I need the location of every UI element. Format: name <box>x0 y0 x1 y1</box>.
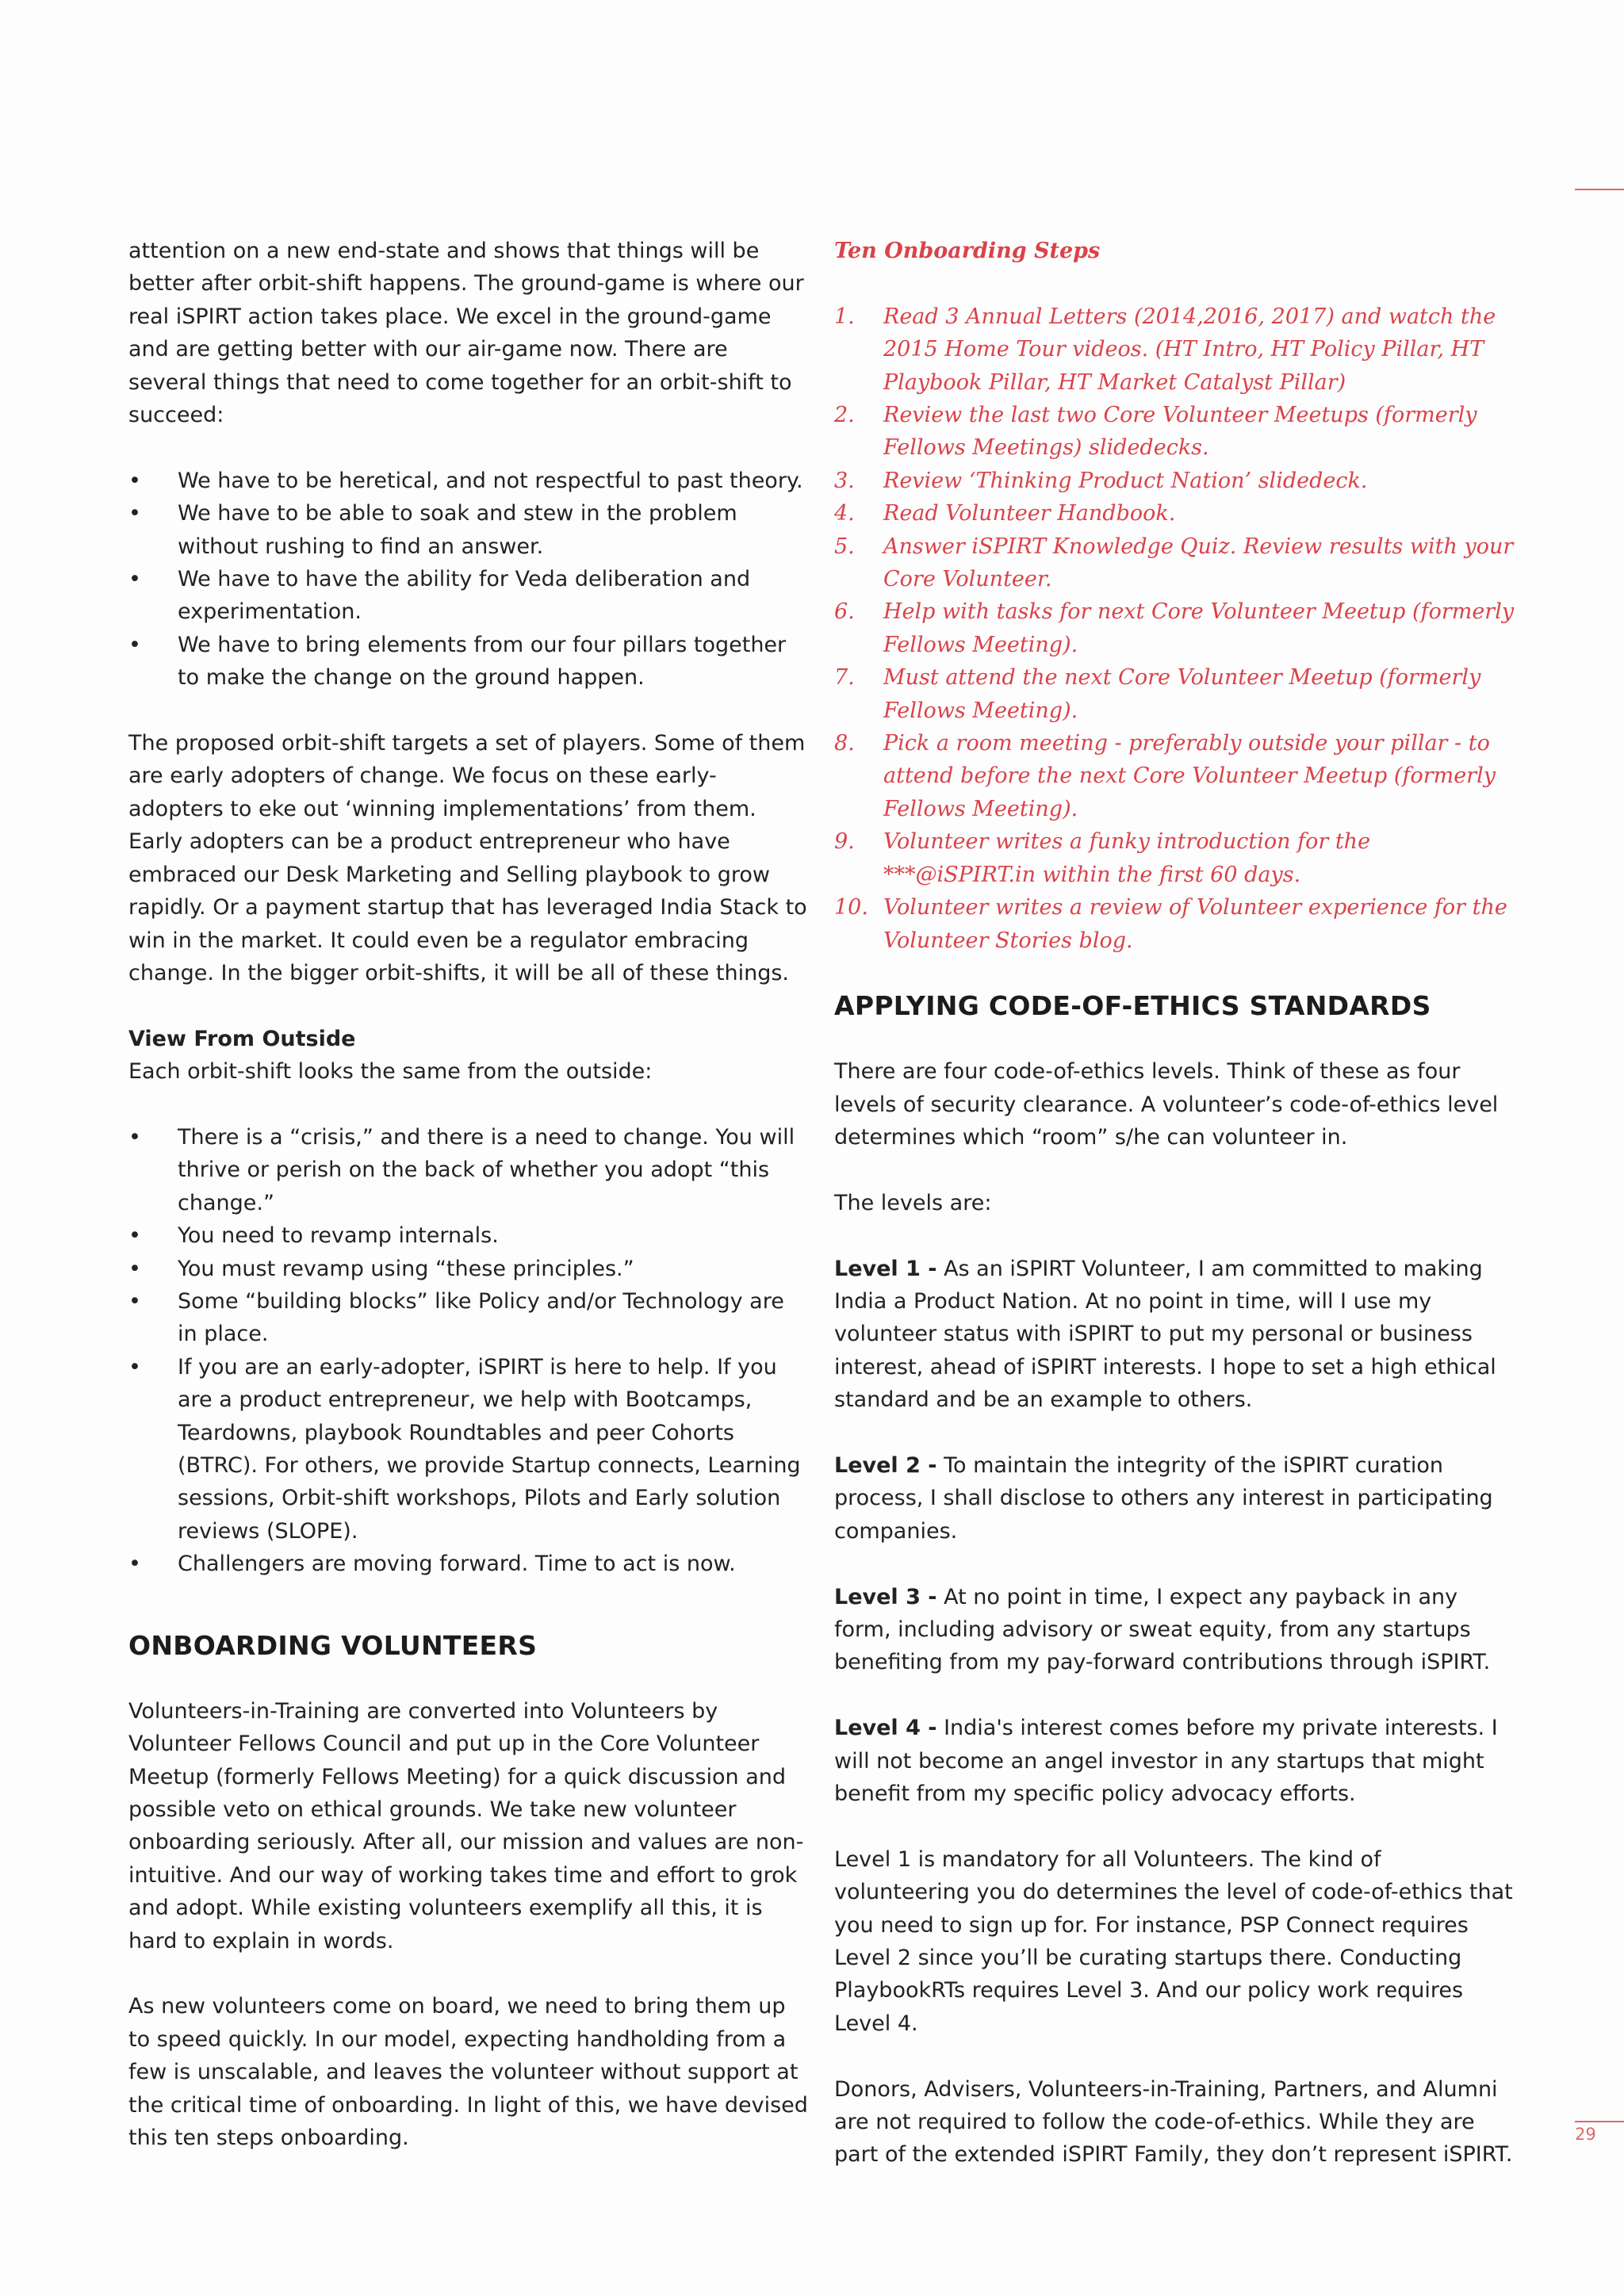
list-item <box>834 727 1516 825</box>
list-item: • You must revamp using “these principles.” <box>128 1253 810 1285</box>
step-text: Review ‘Thinking Product Nation’ slidedeck. <box>883 468 1368 493</box>
onboarding-volunteers-heading: ONBOARDING VOLUNTEERS <box>128 1629 538 1661</box>
list-item <box>834 530 1516 596</box>
top-accent-rule <box>1575 189 1624 190</box>
intro-paragraph: attention on a new end-state and shows that things will be better after orbit-shift happens. The ground-game is where our real iSPIRT action takes place. We excel in the ground-game and are getting better with our air-game now. There are several things that need to come together for an orbit-shift to succeed: <box>128 239 804 428</box>
page-number: 29 <box>1575 2125 1596 2144</box>
onboarding-paragraph-1: Volunteers-in-Training are converted into Volunteers by Volunteer Fellows Council and put up in the Core Volunteer Meetup (formerly Fellows Meeting) for a quick discussion and possible veto on ethical grounds. We take new volunteer onboarding seriously. After all, our mission and values are non-intuitive. And our way of working takes time and effort to grok and adopt. While existing volunteers exemplify all this, it is hard to explain in words. <box>128 1698 804 1954</box>
step-number: 1. <box>834 304 855 329</box>
onboarding-paragraph-2: As new volunteers come on board, we need to bring them up to speed quickly. In our model, expecting handholding from a few is unscalable, and leaves the volunteer without support at the critical time of onboarding. In light of this, we have devised this ten steps onboarding. <box>128 1994 808 2151</box>
step-number: 4. <box>834 501 855 526</box>
step-text: Volunteer writes a funky introduction for the ***@iSPIRT.in within the first 60 days. <box>883 829 1371 887</box>
step-number: 6. <box>834 599 855 625</box>
view-from-outside-list <box>128 1121 810 1581</box>
step-text: Help with tasks for next Core Volunteer Meetup (formerly Fellows Meeting). <box>883 599 1515 657</box>
level-text: At no point in time, I expect any payback in any form, including advisory or sweat equity, from any startups benefiting from my pay-forward contributions through iSPIRT. <box>834 1584 1491 1675</box>
step-number: 5. <box>834 534 855 559</box>
right-column <box>834 235 1516 2172</box>
levels-intro: The levels are: <box>834 1190 992 1215</box>
list-item <box>834 399 1516 465</box>
list-item: • We have to have the ability for Veda deliberation and experimentation. <box>128 563 810 629</box>
ten-onboarding-steps-heading: Ten Onboarding Steps <box>834 239 1101 263</box>
list-item: • You need to revamp internals. <box>128 1219 810 1252</box>
level-text: As an iSPIRT Volunteer, I am committed to making India a Product Nation. At no point in time, will I use my volunteer status with iSPIRT to put my personal or business interest, ahead of iSPIRT interests. I hope to set a high ethical standard and be an example to others. <box>834 1256 1496 1413</box>
step-text: Pick a room meeting - preferably outside your pillar - to attend before the next Core Volunteer Meetup (formerly Fellows Meeting). <box>883 731 1496 821</box>
orbit-shift-requirements-list <box>128 465 810 695</box>
step-text: Read 3 Annual Letters (2014,2016, 2017) and watch the 2015 Home Tour videos. (HT Intro, HT Policy Pillar, HT Playbook Pillar, HT Market Catalyst Pillar) <box>883 304 1496 395</box>
donors-paragraph: Donors, Advisers, Volunteers-in-Training, Partners, and Alumni are not required to follow the code-of-ethics. While they are part of the extended iSPIRT Family, they don’t represent iSPIRT. <box>834 2076 1513 2168</box>
list-item <box>834 497 1516 530</box>
list-item: • Some “building blocks” like Policy and/or Technology are in place. <box>128 1285 810 1351</box>
left-column <box>128 235 810 2154</box>
list-item: • Challengers are moving forward. Time to act is now. <box>128 1548 810 1580</box>
step-text: Review the last two Core Volunteer Meetups (formerly Fellows Meetings) slidedecks. <box>883 403 1477 461</box>
mandatory-level-paragraph: Level 1 is mandatory for all Volunteers. The kind of volunteering you do determines the level of code-of-ethics that you need to sign up for. For instance, PSP Connect requires Level 2 since you’ll be curating startups there. Conducting PlaybookRTs requires Level 3. And our policy work requires Level 4. <box>834 1846 1513 2036</box>
bottom-accent-rule <box>1575 2121 1624 2122</box>
code-of-ethics-heading: APPLYING CODE-OF-ETHICS STANDARDS <box>834 990 1431 1022</box>
step-text: Answer iSPIRT Knowledge Quiz. Review results with your Core Volunteer. <box>883 534 1514 592</box>
view-from-outside-heading: View From Outside <box>128 1026 356 1051</box>
list-item <box>834 891 1516 957</box>
onboarding-steps-list <box>834 300 1516 957</box>
step-text: Read Volunteer Handbook. <box>883 501 1176 526</box>
level-2-paragraph <box>834 1449 1516 1548</box>
level-3-paragraph <box>834 1581 1516 1679</box>
step-number: 3. <box>834 468 855 493</box>
ethics-intro-paragraph: There are four code-of-ethics levels. Think of these as four levels of security clearance. A volunteer’s code-of-ethics level determines which “room” s/he can volunteer in. <box>834 1059 1499 1150</box>
players-paragraph: The proposed orbit-shift targets a set of players. Some of them are early adopters of change. We focus on these early-adopters to eke out ‘winning implementations’ from them. Early adopters can be a product entrepreneur who have embraced our Desk Marketing and Selling playbook to grow rapidly. Or a payment startup that has leveraged India Stack to win in the market. It could even be a regulator embracing change. In the bigger orbit-shifts, it will be all of these things. <box>128 731 807 985</box>
level-label: Level 2 - <box>834 1452 937 1478</box>
level-1-paragraph <box>834 1253 1516 1417</box>
step-number: 2. <box>834 403 855 428</box>
step-number: 10. <box>834 895 868 920</box>
level-label: Level 1 - <box>834 1256 937 1281</box>
step-text: Volunteer writes a review of Volunteer experience for the Volunteer Stories blog. <box>883 895 1507 953</box>
list-item <box>834 595 1516 661</box>
view-intro: Each orbit-shift looks the same from the outside: <box>128 1059 653 1085</box>
list-item <box>834 825 1516 891</box>
step-text: Must attend the next Core Volunteer Meetup (formerly Fellows Meeting). <box>883 665 1481 723</box>
step-number: 8. <box>834 731 855 756</box>
step-number: 7. <box>834 665 855 691</box>
list-item <box>834 661 1516 727</box>
list-item <box>834 465 1516 497</box>
list-item <box>834 300 1516 399</box>
level-text: To maintain the integrity of the iSPIRT curation process, I shall disclose to others any interest in participating companies. <box>834 1452 1493 1544</box>
level-label: Level 3 - <box>834 1584 937 1609</box>
list-item: • We have to be able to soak and stew in the problem without rushing to find an answer. <box>128 497 810 563</box>
list-item: • There is a “crisis,” and there is a need to change. You will thrive or perish on the back of whether you adopt “this change.” <box>128 1121 810 1219</box>
list-item: • If you are an early-adopter, iSPIRT is here to help. If you are a product entrepreneur, we help with Bootcamps, Teardowns, playbook Roundtables and peer Cohorts (BTRC). For others, we provide Startup connects, Learning sessions, Orbit-shift workshops, Pilots and Early solution reviews (SLOPE). <box>128 1351 810 1548</box>
step-number: 9. <box>834 829 855 855</box>
level-text: India's interest comes before my private interests. I will not become an angel investor in any startups that might benefit from my specific policy advocacy efforts. <box>834 1716 1498 1806</box>
level-label: Level 4 - <box>834 1716 937 1741</box>
list-item: • We have to bring elements from our four pillars together to make the change on the ground happen. <box>128 629 810 695</box>
list-item: • We have to be heretical, and not respectful to past theory. <box>128 465 810 497</box>
level-4-paragraph <box>834 1712 1516 1810</box>
